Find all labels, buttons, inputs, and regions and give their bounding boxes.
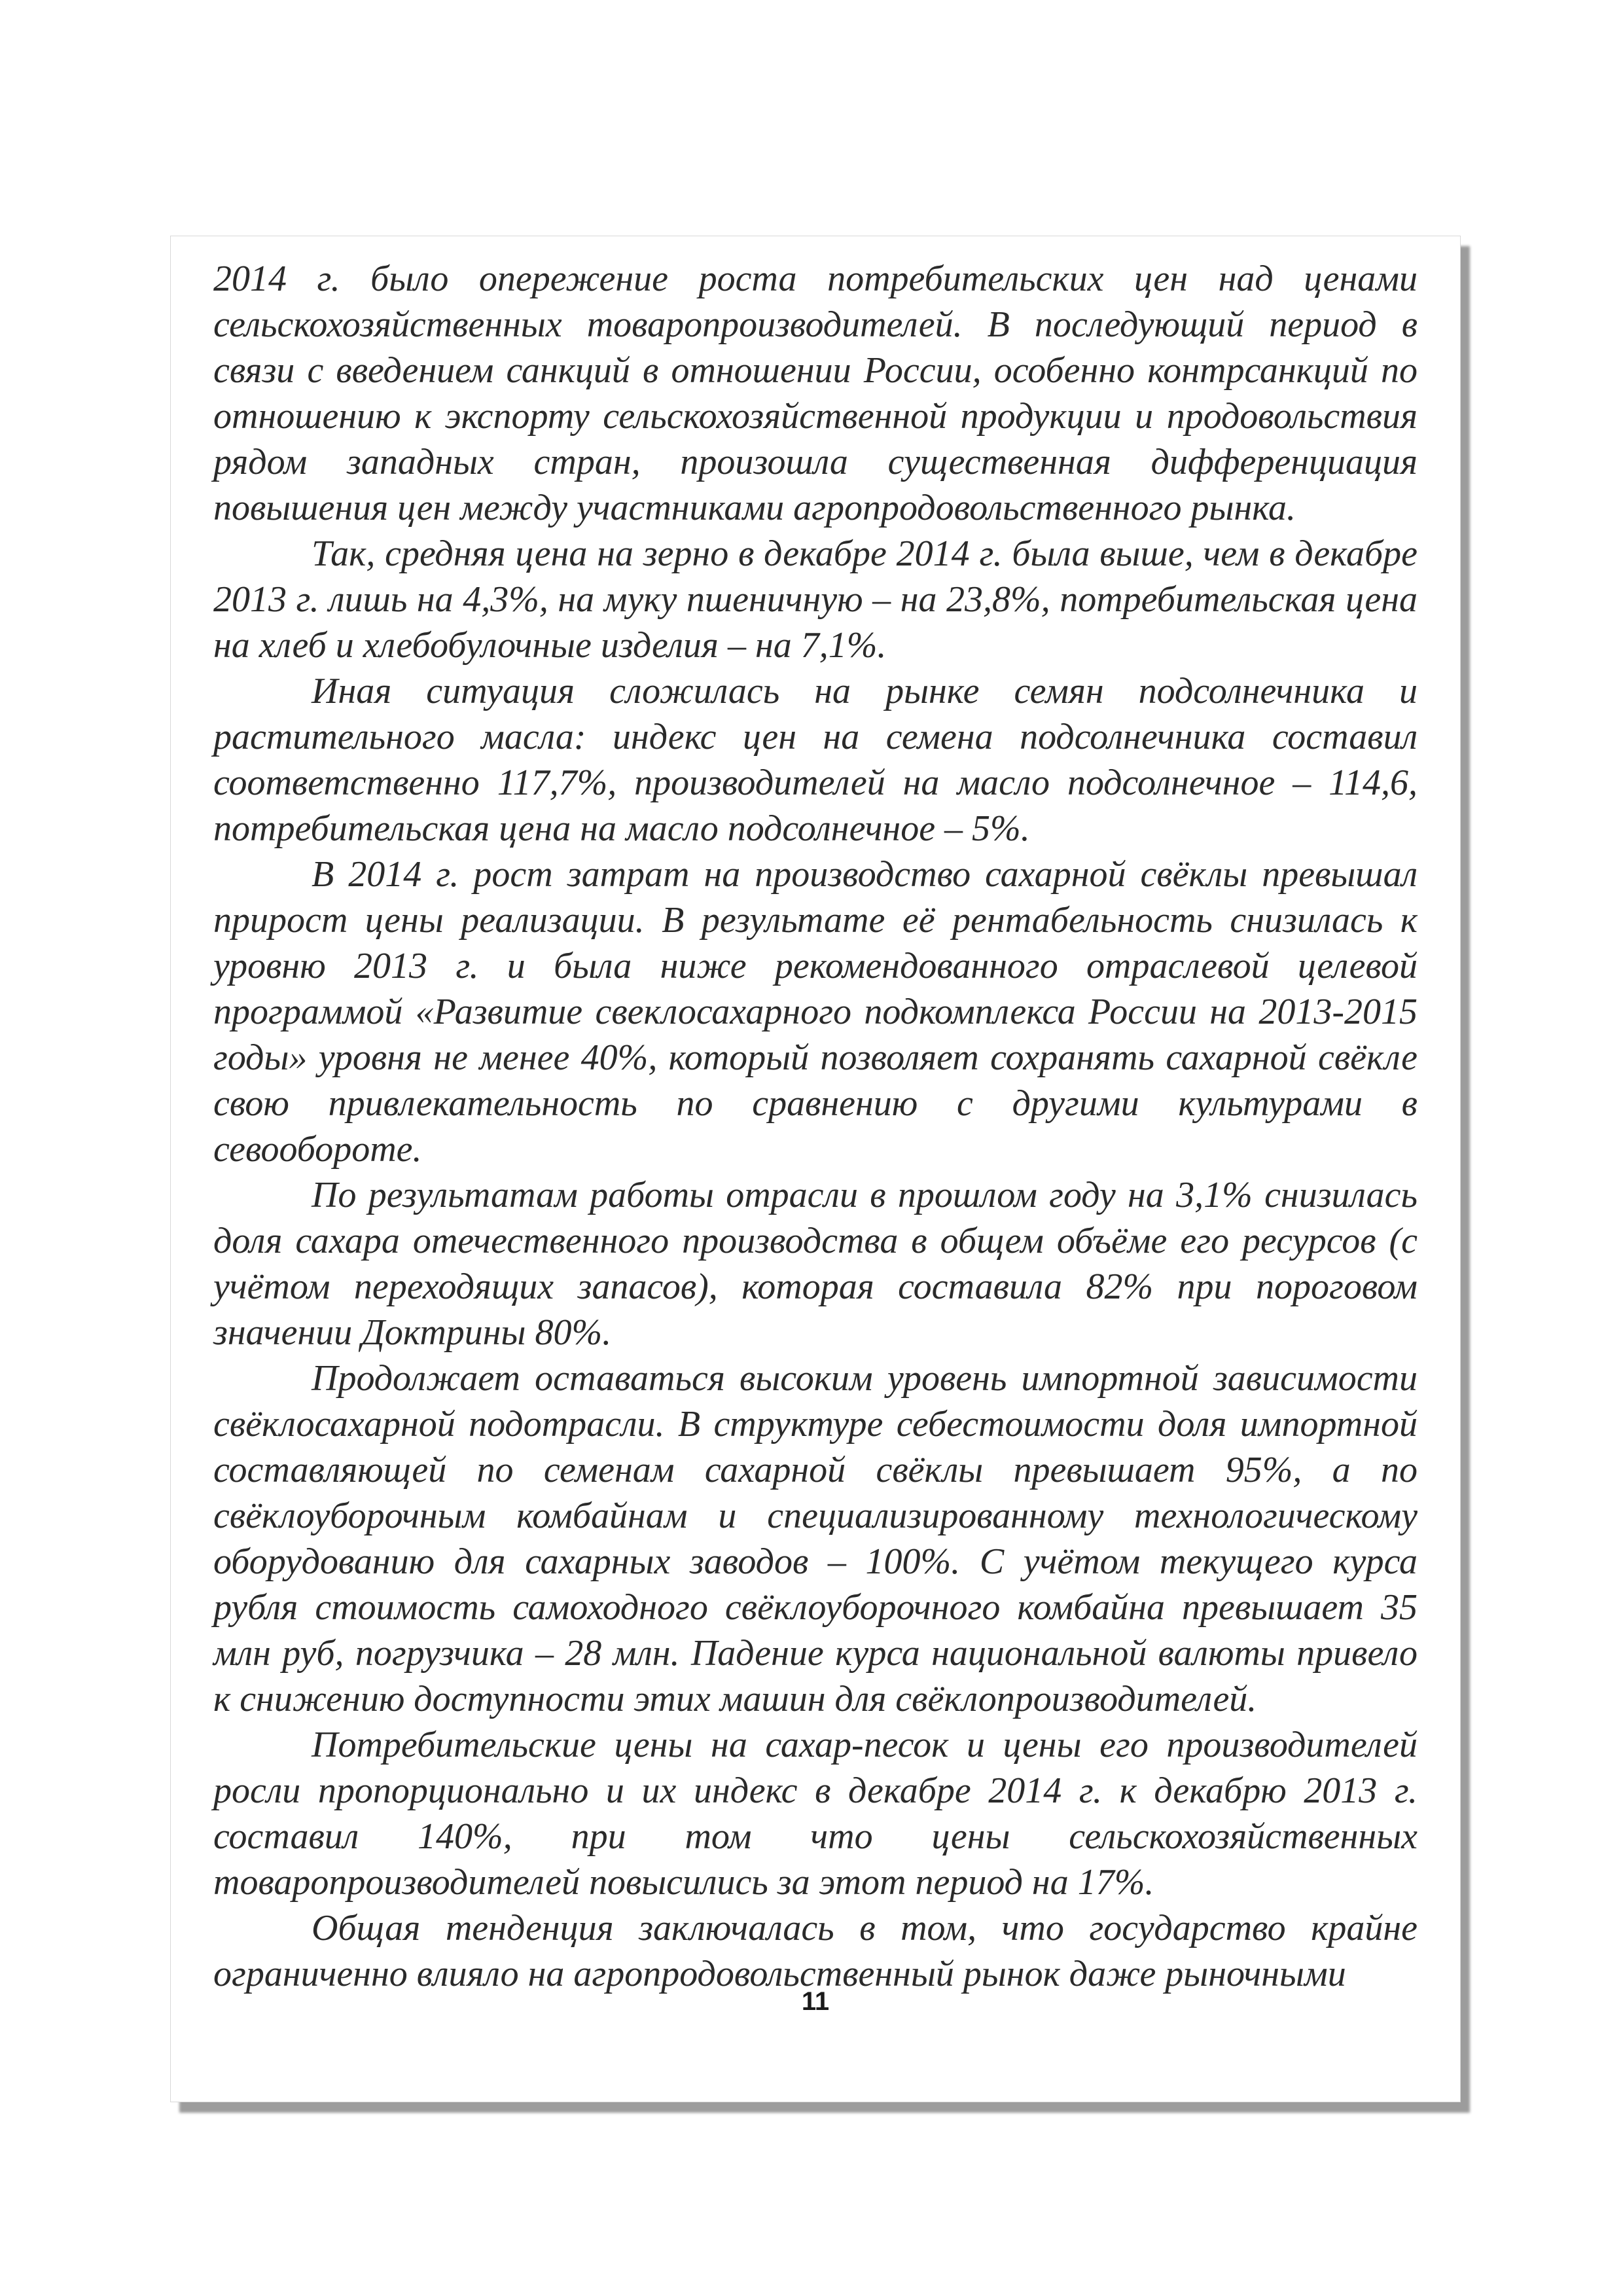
paragraph-sugar-prices: Потребительские цены на сахар-песок и цены его производителей росли пропорционально и их индекс в декабре 2014 г. к декабрю 2013 г. составил 140%, при том что цены сельскохозяйственных товаропроизводителей повысились за этот период на 17%. <box>213 1725 1418 1903</box>
paragraph-grain-prices: Так, средняя цена на зерно в декабре 2014 г. была выше, чем в декабре 2013 г. лишь на 4,3%, на муку пшеничную – на 23,8%, потребительская цена на хлеб и хлебобулочные изделия – на 7,1%. <box>213 533 1418 666</box>
page-number: 11 <box>801 1987 830 2016</box>
paragraph-continuation: 2014 г. было опережение роста потребительских цен над ценами сельскохозяйственных товаропроизводителей. В последующий период в связи с введением санкций в отношении России, особенно контрсанкций по отношению к экспорту сельскохозяйственной продукции и продовольствия рядом западных стран, произошла существенная дифференциация повышения цен между участниками агропродовольственного рынка. <box>213 259 1418 528</box>
paragraph-sugar-beet: В 2014 г. рост затрат на производство сахарной свёклы превышал прирост цены реализации. В результате её рентабельность снизилась к уровню 2013 г. и была ниже рекомендованного отраслевой целевой программой «Развитие свеклосахарного подкомплекса России на 2013-2015 годы» уровня не менее 40%, который позволяет сохранять сахарной свёкле свою привлекательность по сравнению с другими культурами в севообороте. <box>213 854 1418 1170</box>
paragraph-general-trend: Общая тенденция заключалась в том, что государство крайне ограниченно влияло на агропродовольственный рынок даже рыночными <box>213 1908 1418 1994</box>
paragraph-sugar-share: По результатам работы отрасли в прошлом году на 3,1% снизилась доля сахара отечественного производства в общем объёме его ресурсов (с учётом переходящих запасов), которая составила 82% при пороговом значении Доктрины 80%. <box>213 1175 1418 1353</box>
text-body <box>213 256 1418 1997</box>
paragraph-sunflower: Иная ситуация сложилась на рынке семян подсолнечника и растительного масла: индекс цен на семена подсолнечника составил соответственно 117,7%, производителей на масло подсолнечное – 114,6, потребительская цена на масло подсолнечное – 5%. <box>213 671 1418 849</box>
paragraph-import-dependence: Продолжает оставаться высоким уровень импортной зависимости свёклосахарной подотрасли. В структуре себестоимости доля импортной составляющей по семенам сахарной свёклы превышает 95%, а по свёклоуборочным комбайнам и специализированному технологическому оборудованию для сахарных заводов – 100%. С учётом текущего курса рубля стоимость самоходного свёклоуборочного комбайна превышает 35 млн руб, погрузчика – 28 млн. Падение курса национальной валюты привело к снижению доступности этих машин для свёклопроизводителей. <box>213 1358 1418 1719</box>
page <box>170 236 1461 2102</box>
